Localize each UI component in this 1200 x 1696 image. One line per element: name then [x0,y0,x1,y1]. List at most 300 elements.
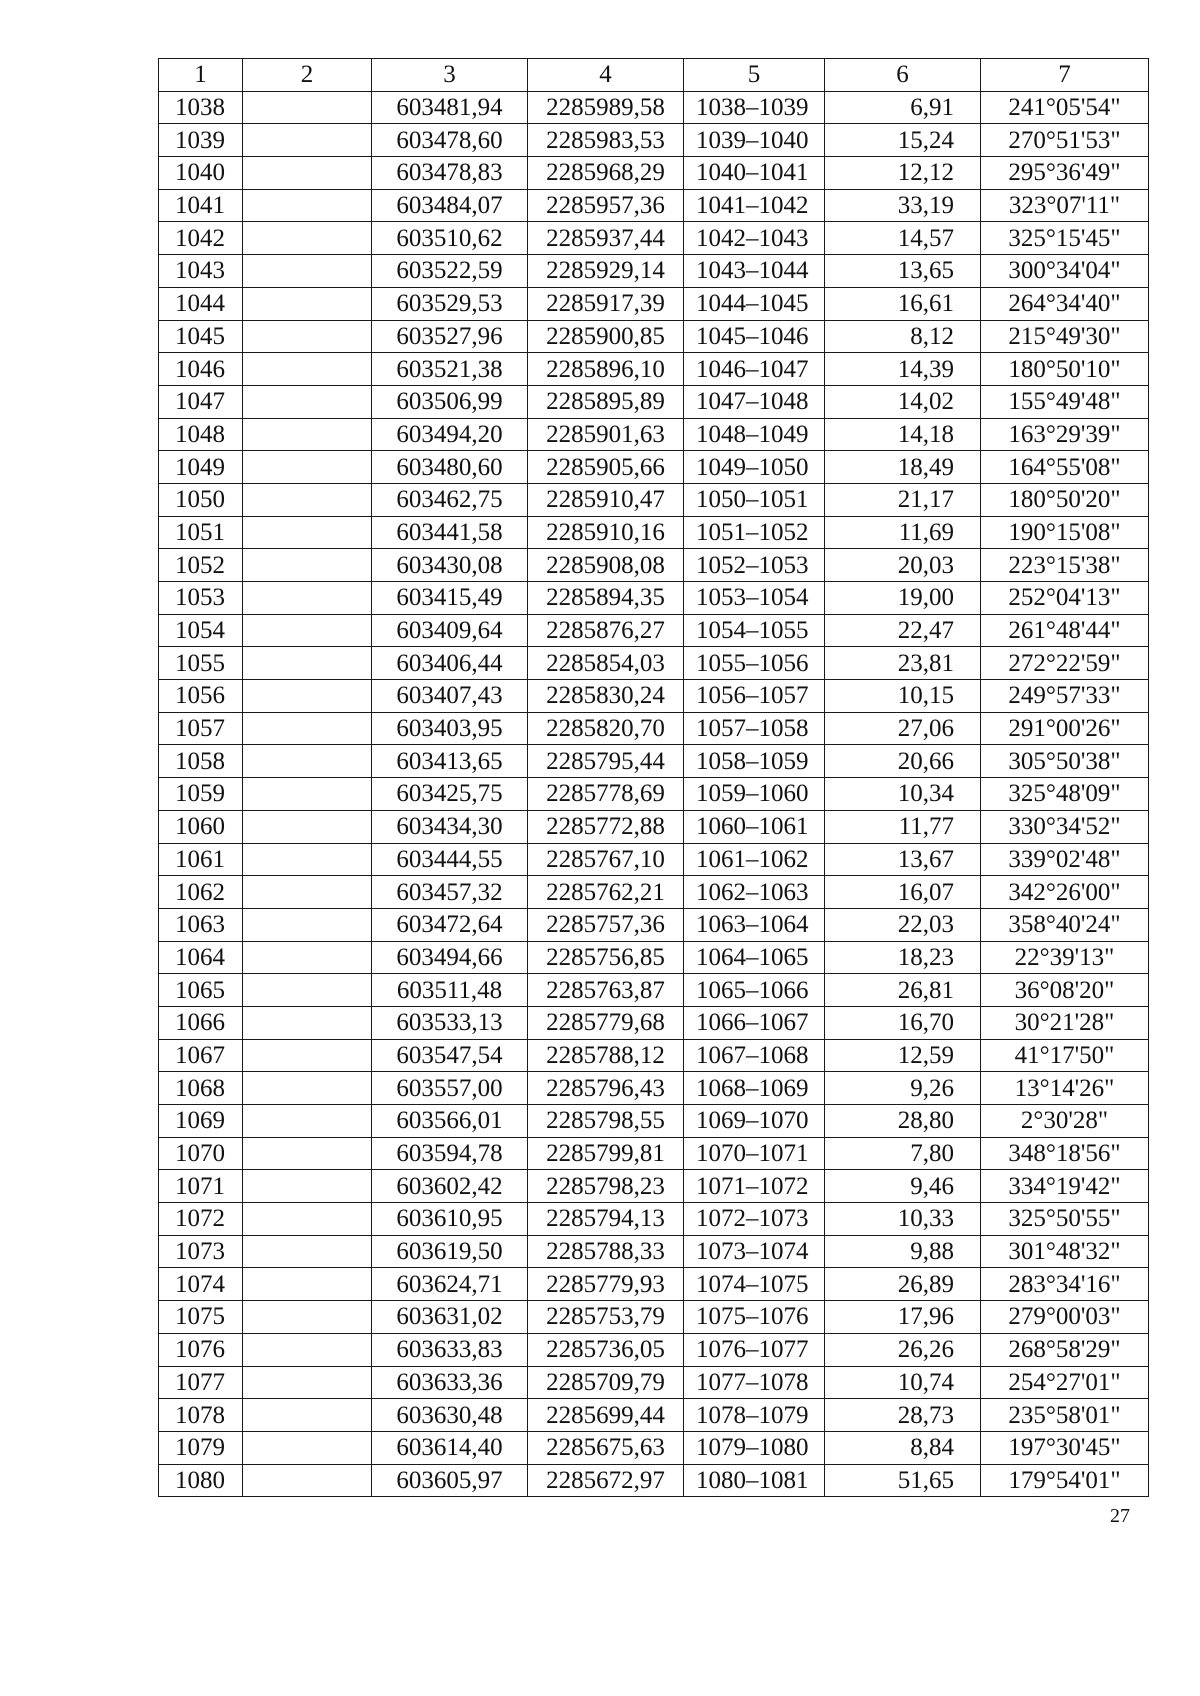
point-number: 1052 [159,549,243,582]
column-header-5: 5 [684,59,825,92]
segment: 1044–1045 [684,287,825,320]
bearing-angle: 283°34'16" [981,1268,1149,1301]
point-number: 1069 [159,1105,243,1138]
x-coordinate: 603494,66 [372,941,528,974]
blank-cell [243,712,372,745]
x-coordinate: 603444,55 [372,843,528,876]
x-coordinate: 603630,48 [372,1399,528,1432]
segment-length: 13,65 [825,255,981,288]
y-coordinate: 2285753,79 [528,1301,684,1334]
segment: 1073–1074 [684,1235,825,1268]
x-coordinate: 603409,64 [372,614,528,647]
blank-cell [243,1137,372,1170]
segment-length: 22,03 [825,908,981,941]
segment: 1070–1071 [684,1137,825,1170]
bearing-angle: 330°34'52" [981,810,1149,843]
bearing-angle: 241°05'54" [981,91,1149,124]
x-coordinate: 603521,38 [372,353,528,386]
y-coordinate: 2285917,39 [528,287,684,320]
bearing-angle: 270°51'53" [981,124,1149,157]
point-number: 1080 [159,1464,243,1497]
segment: 1063–1064 [684,908,825,941]
blank-cell [243,1170,372,1203]
y-coordinate: 2285895,89 [528,385,684,418]
y-coordinate: 2285983,53 [528,124,684,157]
segment-length: 10,15 [825,680,981,713]
blank-cell [243,451,372,484]
column-header-6: 6 [825,59,981,92]
segment-length: 10,34 [825,778,981,811]
segment: 1057–1058 [684,712,825,745]
blank-cell [243,222,372,255]
table-row [159,582,1149,615]
table-row [159,255,1149,288]
y-coordinate: 2285901,63 [528,418,684,451]
bearing-angle: 30°21'28" [981,1006,1149,1039]
segment: 1071–1072 [684,1170,825,1203]
segment-length: 7,80 [825,1137,981,1170]
segment-length: 10,33 [825,1203,981,1236]
segment: 1045–1046 [684,320,825,353]
point-number: 1076 [159,1333,243,1366]
blank-cell [243,124,372,157]
point-number: 1063 [159,908,243,941]
blank-cell [243,1203,372,1236]
point-number: 1055 [159,647,243,680]
y-coordinate: 2285799,81 [528,1137,684,1170]
column-header-3: 3 [372,59,528,92]
bearing-angle: 180°50'10" [981,353,1149,386]
table-row [159,843,1149,876]
table-row [159,483,1149,516]
segment: 1060–1061 [684,810,825,843]
x-coordinate: 603510,62 [372,222,528,255]
blank-cell [243,1431,372,1464]
column-header-1: 1 [159,59,243,92]
segment: 1069–1070 [684,1105,825,1138]
segment: 1066–1067 [684,1006,825,1039]
point-number: 1059 [159,778,243,811]
x-coordinate: 603406,44 [372,647,528,680]
x-coordinate: 603547,54 [372,1039,528,1072]
coordinates-table [158,58,1149,1497]
y-coordinate: 2285989,58 [528,91,684,124]
segment-length: 12,59 [825,1039,981,1072]
table-row [159,1268,1149,1301]
x-coordinate: 603529,53 [372,287,528,320]
y-coordinate: 2285757,36 [528,908,684,941]
table-row [159,1039,1149,1072]
y-coordinate: 2285957,36 [528,189,684,222]
table-row [159,1203,1149,1236]
y-coordinate: 2285876,27 [528,614,684,647]
point-number: 1061 [159,843,243,876]
segment-length: 28,73 [825,1399,981,1432]
bearing-angle: 197°30'45" [981,1431,1149,1464]
segment-length: 13,67 [825,843,981,876]
header-row [159,59,1149,92]
bearing-angle: 254°27'01" [981,1366,1149,1399]
segment-length: 17,96 [825,1301,981,1334]
table-row [159,124,1149,157]
segment-length: 6,91 [825,91,981,124]
segment-length: 19,00 [825,582,981,615]
blank-cell [243,778,372,811]
x-coordinate: 603403,95 [372,712,528,745]
y-coordinate: 2285788,33 [528,1235,684,1268]
table-row [159,680,1149,713]
y-coordinate: 2285795,44 [528,745,684,778]
x-coordinate: 603511,48 [372,974,528,1007]
blank-cell [243,320,372,353]
table-row [159,712,1149,745]
segment: 1046–1047 [684,353,825,386]
table-row [159,451,1149,484]
segment-length: 11,69 [825,516,981,549]
y-coordinate: 2285778,69 [528,778,684,811]
y-coordinate: 2285900,85 [528,320,684,353]
table-row [159,1137,1149,1170]
x-coordinate: 603631,02 [372,1301,528,1334]
table-row [159,418,1149,451]
table-row [159,974,1149,1007]
segment: 1051–1052 [684,516,825,549]
table-row [159,385,1149,418]
blank-cell [243,1105,372,1138]
segment-length: 16,70 [825,1006,981,1039]
x-coordinate: 603605,97 [372,1464,528,1497]
x-coordinate: 603481,94 [372,91,528,124]
bearing-angle: 163°29'39" [981,418,1149,451]
y-coordinate: 2285736,05 [528,1333,684,1366]
segment: 1075–1076 [684,1301,825,1334]
blank-cell [243,516,372,549]
segment-length: 11,77 [825,810,981,843]
x-coordinate: 603557,00 [372,1072,528,1105]
segment: 1076–1077 [684,1333,825,1366]
segment: 1077–1078 [684,1366,825,1399]
segment: 1042–1043 [684,222,825,255]
bearing-angle: 348°18'56" [981,1137,1149,1170]
table-row [159,353,1149,386]
y-coordinate: 2285854,03 [528,647,684,680]
x-coordinate: 603624,71 [372,1268,528,1301]
bearing-angle: 215°49'30" [981,320,1149,353]
segment-length: 26,81 [825,974,981,1007]
segment: 1061–1062 [684,843,825,876]
blank-cell [243,647,372,680]
blank-cell [243,1268,372,1301]
bearing-angle: 334°19'42" [981,1170,1149,1203]
segment-length: 27,06 [825,712,981,745]
point-number: 1047 [159,385,243,418]
x-coordinate: 603494,20 [372,418,528,451]
table-row [159,1333,1149,1366]
bearing-angle: 179°54'01" [981,1464,1149,1497]
x-coordinate: 603413,65 [372,745,528,778]
table-row [159,1431,1149,1464]
segment-length: 16,61 [825,287,981,320]
point-number: 1041 [159,189,243,222]
y-coordinate: 2285830,24 [528,680,684,713]
bearing-angle: 223°15'38" [981,549,1149,582]
segment: 1052–1053 [684,549,825,582]
segment-length: 23,81 [825,647,981,680]
bearing-angle: 155°49'48" [981,385,1149,418]
x-coordinate: 603415,49 [372,582,528,615]
segment-length: 14,02 [825,385,981,418]
segment: 1047–1048 [684,385,825,418]
y-coordinate: 2285894,35 [528,582,684,615]
point-number: 1053 [159,582,243,615]
table-row [159,1366,1149,1399]
blank-cell [243,1464,372,1497]
point-number: 1074 [159,1268,243,1301]
x-coordinate: 603462,75 [372,483,528,516]
blank-cell [243,418,372,451]
y-coordinate: 2285896,10 [528,353,684,386]
x-coordinate: 603602,42 [372,1170,528,1203]
point-number: 1077 [159,1366,243,1399]
table-row [159,745,1149,778]
y-coordinate: 2285937,44 [528,222,684,255]
table-row [159,908,1149,941]
point-number: 1057 [159,712,243,745]
segment: 1079–1080 [684,1431,825,1464]
segment-length: 9,46 [825,1170,981,1203]
x-coordinate: 603506,99 [372,385,528,418]
y-coordinate: 2285772,88 [528,810,684,843]
segment: 1072–1073 [684,1203,825,1236]
table-row [159,941,1149,974]
segment-length: 51,65 [825,1464,981,1497]
segment-length: 28,80 [825,1105,981,1138]
point-number: 1046 [159,353,243,386]
blank-cell [243,1039,372,1072]
segment-length: 18,49 [825,451,981,484]
blank-cell [243,255,372,288]
point-number: 1078 [159,1399,243,1432]
bearing-angle: 22°39'13" [981,941,1149,974]
bearing-angle: 325°50'55" [981,1203,1149,1236]
bearing-angle: 41°17'50" [981,1039,1149,1072]
table-row [159,157,1149,190]
segment: 1043–1044 [684,255,825,288]
y-coordinate: 2285820,70 [528,712,684,745]
blank-cell [243,483,372,516]
y-coordinate: 2285699,44 [528,1399,684,1432]
table-row [159,222,1149,255]
blank-cell [243,385,372,418]
y-coordinate: 2285910,16 [528,516,684,549]
point-number: 1043 [159,255,243,288]
point-number: 1044 [159,287,243,320]
segment: 1067–1068 [684,1039,825,1072]
point-number: 1067 [159,1039,243,1072]
x-coordinate: 603527,96 [372,320,528,353]
blank-cell [243,549,372,582]
bearing-angle: 164°55'08" [981,451,1149,484]
blank-cell [243,1072,372,1105]
point-number: 1070 [159,1137,243,1170]
segment: 1050–1051 [684,483,825,516]
table-row [159,1170,1149,1203]
blank-cell [243,353,372,386]
bearing-angle: 235°58'01" [981,1399,1149,1432]
table-row [159,614,1149,647]
blank-cell [243,189,372,222]
segment-length: 33,19 [825,189,981,222]
blank-cell [243,287,372,320]
blank-cell [243,614,372,647]
y-coordinate: 2285779,68 [528,1006,684,1039]
bearing-angle: 272°22'59" [981,647,1149,680]
point-number: 1040 [159,157,243,190]
segment: 1068–1069 [684,1072,825,1105]
bearing-angle: 291°00'26" [981,712,1149,745]
bearing-angle: 261°48'44" [981,614,1149,647]
point-number: 1060 [159,810,243,843]
segment-length: 14,18 [825,418,981,451]
segment: 1055–1056 [684,647,825,680]
segment-length: 18,23 [825,941,981,974]
y-coordinate: 2285910,47 [528,483,684,516]
table-row [159,1464,1149,1497]
segment-length: 9,26 [825,1072,981,1105]
table-row [159,1235,1149,1268]
x-coordinate: 603614,40 [372,1431,528,1464]
segment-length: 20,66 [825,745,981,778]
blank-cell [243,1366,372,1399]
bearing-angle: 342°26'00" [981,876,1149,909]
x-coordinate: 603430,08 [372,549,528,582]
table-row [159,549,1149,582]
table-row [159,1399,1149,1432]
bearing-angle: 305°50'38" [981,745,1149,778]
segment: 1065–1066 [684,974,825,1007]
point-number: 1048 [159,418,243,451]
table-row [159,810,1149,843]
x-coordinate: 603434,30 [372,810,528,843]
y-coordinate: 2285968,29 [528,157,684,190]
y-coordinate: 2285788,12 [528,1039,684,1072]
blank-cell [243,1006,372,1039]
point-number: 1056 [159,680,243,713]
column-header-2: 2 [243,59,372,92]
blank-cell [243,1333,372,1366]
blank-cell [243,91,372,124]
point-number: 1062 [159,876,243,909]
x-coordinate: 603633,83 [372,1333,528,1366]
segment-length: 10,74 [825,1366,981,1399]
bearing-angle: 279°00'03" [981,1301,1149,1334]
segment: 1040–1041 [684,157,825,190]
page-number: 27 [1110,1505,1130,1527]
y-coordinate: 2285929,14 [528,255,684,288]
bearing-angle: 13°14'26" [981,1072,1149,1105]
x-coordinate: 603425,75 [372,778,528,811]
point-number: 1064 [159,941,243,974]
bearing-angle: 268°58'29" [981,1333,1149,1366]
x-coordinate: 603478,83 [372,157,528,190]
point-number: 1065 [159,974,243,1007]
table-row [159,320,1149,353]
bearing-angle: 325°48'09" [981,778,1149,811]
y-coordinate: 2285905,66 [528,451,684,484]
x-coordinate: 603566,01 [372,1105,528,1138]
segment: 1059–1060 [684,778,825,811]
segment-length: 8,84 [825,1431,981,1464]
y-coordinate: 2285767,10 [528,843,684,876]
point-number: 1054 [159,614,243,647]
point-number: 1072 [159,1203,243,1236]
segment: 1074–1075 [684,1268,825,1301]
point-number: 1039 [159,124,243,157]
y-coordinate: 2285798,55 [528,1105,684,1138]
y-coordinate: 2285762,21 [528,876,684,909]
table-body [159,91,1149,1497]
segment-length: 26,26 [825,1333,981,1366]
point-number: 1058 [159,745,243,778]
segment: 1058–1059 [684,745,825,778]
bearing-angle: 300°34'04" [981,255,1149,288]
blank-cell [243,843,372,876]
x-coordinate: 603472,64 [372,908,528,941]
y-coordinate: 2285794,13 [528,1203,684,1236]
column-header-7: 7 [981,59,1149,92]
segment: 1054–1055 [684,614,825,647]
table-row [159,287,1149,320]
table-row [159,1072,1149,1105]
table-row [159,778,1149,811]
y-coordinate: 2285672,97 [528,1464,684,1497]
blank-cell [243,680,372,713]
point-number: 1071 [159,1170,243,1203]
y-coordinate: 2285756,85 [528,941,684,974]
bearing-angle: 301°48'32" [981,1235,1149,1268]
segment-length: 22,47 [825,614,981,647]
point-number: 1068 [159,1072,243,1105]
x-coordinate: 603522,59 [372,255,528,288]
segment: 1080–1081 [684,1464,825,1497]
x-coordinate: 603619,50 [372,1235,528,1268]
point-number: 1066 [159,1006,243,1039]
y-coordinate: 2285796,43 [528,1072,684,1105]
bearing-angle: 325°15'45" [981,222,1149,255]
y-coordinate: 2285675,63 [528,1431,684,1464]
x-coordinate: 603610,95 [372,1203,528,1236]
blank-cell [243,745,372,778]
segment: 1062–1063 [684,876,825,909]
bearing-angle: 252°04'13" [981,582,1149,615]
table-row [159,516,1149,549]
point-number: 1049 [159,451,243,484]
point-number: 1050 [159,483,243,516]
segment: 1064–1065 [684,941,825,974]
blank-cell [243,582,372,615]
bearing-angle: 358°40'24" [981,908,1149,941]
blank-cell [243,908,372,941]
point-number: 1051 [159,516,243,549]
blank-cell [243,157,372,190]
table-row [159,1006,1149,1039]
x-coordinate: 603441,58 [372,516,528,549]
x-coordinate: 603457,32 [372,876,528,909]
point-number: 1079 [159,1431,243,1464]
bearing-angle: 190°15'08" [981,516,1149,549]
y-coordinate: 2285798,23 [528,1170,684,1203]
segment: 1053–1054 [684,582,825,615]
